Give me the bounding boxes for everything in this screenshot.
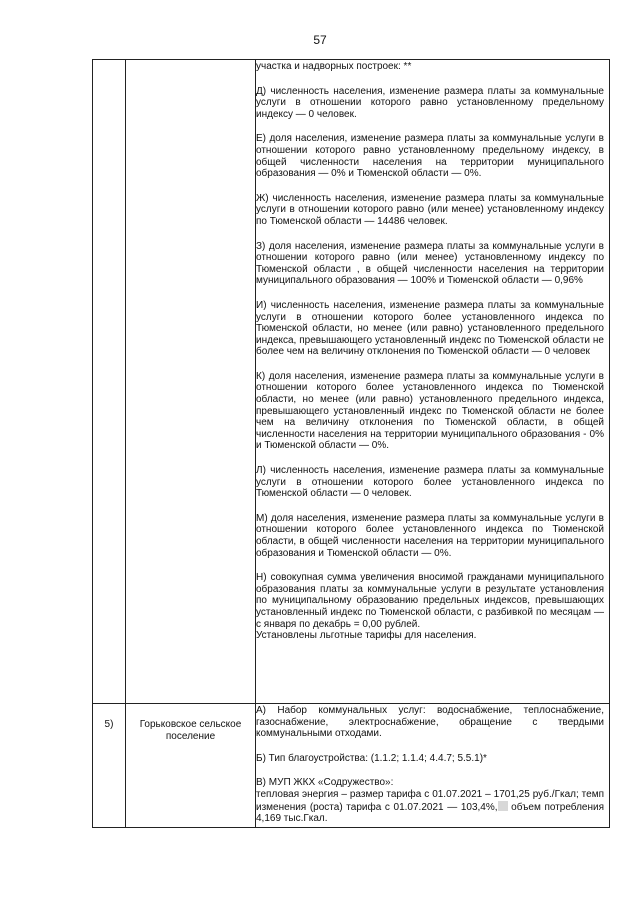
redaction-mark: [498, 801, 508, 811]
table: [92, 59, 610, 828]
paragraph-k: К) доля населения, изменение размера платы за коммунальные услуги в отношении которого более установленного индекса по Тюменской области, но менее (или равно) установленного предельного индекса, превышающего установленный индекс по Тюменской области не более чем на величину отклонения по Тюменской области, в общей численности населения на территории муниципального образования - 0% и Тюменской области — 0%.: [256, 370, 604, 452]
paragraph-i: И) численность населения, изменение размера платы за коммунальные услуги в отношении которого более установленного индекса по Тюменской области, но менее (или равно) установленного предельного индекса, превышающего установленный индекс по Тюменской области не более чем на величину отклонения по Тюменской области — 0 человек: [256, 299, 604, 358]
paragraph-a: А) Набор коммунальных услуг: водоснабжение, теплоснабжение, газоснабжение, электроснабжение, обращение с твердыми коммунальными отходами.: [256, 705, 604, 740]
row-divider: [93, 703, 609, 704]
paragraph-v: [256, 789, 604, 825]
page-number: 57: [313, 33, 327, 47]
paragraph-v-text-1: тепловая энергия – размер тарифа с 01.07.2021 – 1701,25 руб./Гкал; темп изменения (роста) тарифа с 01.07.2021 — 103,4%,: [256, 788, 604, 813]
paragraph-e: Е) доля населения, изменение размера платы за коммунальные услуги в отношении которого равно установленному предельному индексу, в общей численности населения на территории муниципального образования — 0% и Тюменской области — 0%.: [256, 133, 604, 180]
paragraph-zh: Ж) численность населения, изменение размера платы за коммунальные услуги в отношении которого равно (или менее) установленному индексу по Тюменской области — 14486 человек.: [256, 192, 604, 227]
column-divider: [125, 60, 126, 827]
paragraph-z: З) доля населения, изменение размера платы за коммунальные услуги в отношении которого равно (или менее) установленному индексу по Тюменской области , в общей численности населения на территории муниципального образования — 100% и Тюменской области — 0,96%: [256, 240, 604, 287]
paragraph-b: Б) Тип благоустройства: (1.1.2; 1.1.4; 4.4.7; 5.5.1)*: [256, 752, 487, 764]
row1-content: [256, 61, 604, 642]
paragraph-intro: участка и надворных построек: **: [256, 61, 412, 72]
paragraph-l: Л) численность населения, изменение размера платы за коммунальные услуги в отношении которого более установленного индекса по Тюменской области — 0 человек.: [256, 465, 604, 500]
settlement-name: Горьковское сельское поселение: [139, 719, 242, 742]
paragraph-n: Н) совокупная сумма увеличения вносимой гражданами муниципального образования платы за коммунальные услуги в результате установления по муниципальному образованию предельных индексов, превышающих установленный индекс по Тюменской области, с разбивкой по месяцам — с января по декабрь = 0,00 рублей.: [256, 572, 604, 630]
paragraph-m: М) доля населения, изменение размера платы за коммунальные услуги в отношении которого более установленного индекса по Тюменской области, в общей численности населения на территории муниципального образования и Тюменской области — 0%.: [256, 512, 604, 559]
paragraph-v-text-2: объем потребления 4,169 тыс.Гкал.: [256, 801, 605, 825]
paragraph-d: Д) численность населения, изменение размера платы за коммунальные услуги в отношении которого равно установленному предельному индексу — 0 человек.: [256, 85, 604, 120]
row-number: 5): [104, 719, 114, 730]
paragraph-v-title: В) МУП ЖКХ «Содружество»:: [256, 777, 394, 789]
paragraph-benefit: Установлены льготные тарифы для населения.: [256, 630, 477, 642]
row2-content: [256, 705, 604, 825]
